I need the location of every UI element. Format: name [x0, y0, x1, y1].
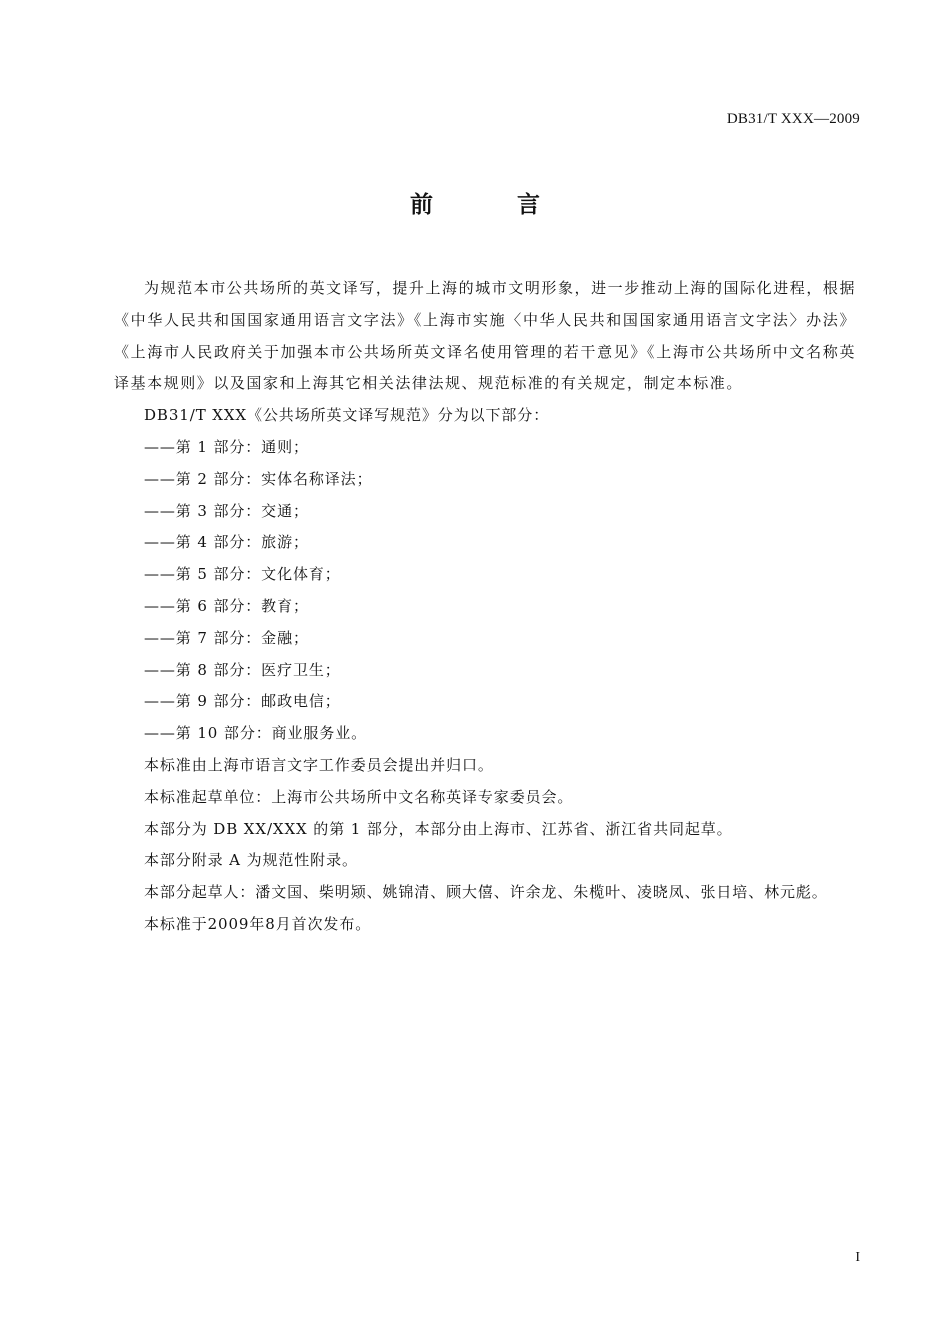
foreword-body: [114, 273, 856, 941]
drafting-unit-paragraph: 本标准起草单位：上海市公共场所中文名称英译专家委员会。: [144, 787, 574, 806]
list-item: ——第 10 部分：商业服务业。: [144, 724, 368, 743]
appendix-note-paragraph: 本部分附录 A 为规范性附录。: [144, 851, 358, 870]
page-number: I: [855, 1250, 860, 1265]
list-item: ——第 1 部分：通则；: [144, 437, 309, 456]
drafters-paragraph: 本部分起草人：潘文国、柴明颎、姚锦清、顾大僖、许余龙、朱榄叶、凌晓凤、张日培、林元彪。: [144, 883, 828, 902]
proposer-paragraph: 本标准由上海市语言文字工作委员会提出并归口。: [144, 755, 494, 774]
parts-list: [114, 432, 856, 750]
list-item: ——第 2 部分：实体名称译法；: [144, 469, 373, 488]
list-item: ——第 8 部分：医疗卫生；: [144, 660, 341, 679]
part-note-paragraph: 本部分为 DB XX/XXX 的第 1 部分，本部分由上海市、江苏省、浙江省共同起草。: [144, 819, 733, 838]
parts-intro-paragraph: DB31/T XXX《公共场所英文译写规范》分为以下部分：: [144, 406, 550, 425]
list-item: ——第 7 部分：金融；: [144, 628, 309, 647]
release-paragraph: 本标准于2009年8月首次发布。: [144, 914, 372, 933]
list-item: ——第 4 部分：旅游；: [144, 533, 309, 552]
intro-paragraph: 为规范本市公共场所的英文译写，提升上海的城市文明形象，进一步推动上海的国际化进程，根据《中华人民共和国国家通用语言文字法》《上海市实施〈中华人民共和国国家通用语言文字法〉办法》《上海市人民政府关于加强本市公共场所英文译名使用管理的若干意见》《上海市公共场所中文名称英译基本规则》以及国家和上海其它相关法律法规、规范标准的有关规定，制定本标准。: [114, 279, 856, 393]
list-item: ——第 9 部分：邮政电信；: [144, 692, 341, 711]
list-item: ——第 5 部分：文化体育；: [144, 565, 341, 584]
document-code: DB31/T XXX—2009: [726, 111, 860, 127]
page-title: 前 言: [409, 191, 578, 218]
list-item: ——第 6 部分：教育；: [144, 596, 309, 615]
list-item: ——第 3 部分：交通；: [144, 501, 309, 520]
